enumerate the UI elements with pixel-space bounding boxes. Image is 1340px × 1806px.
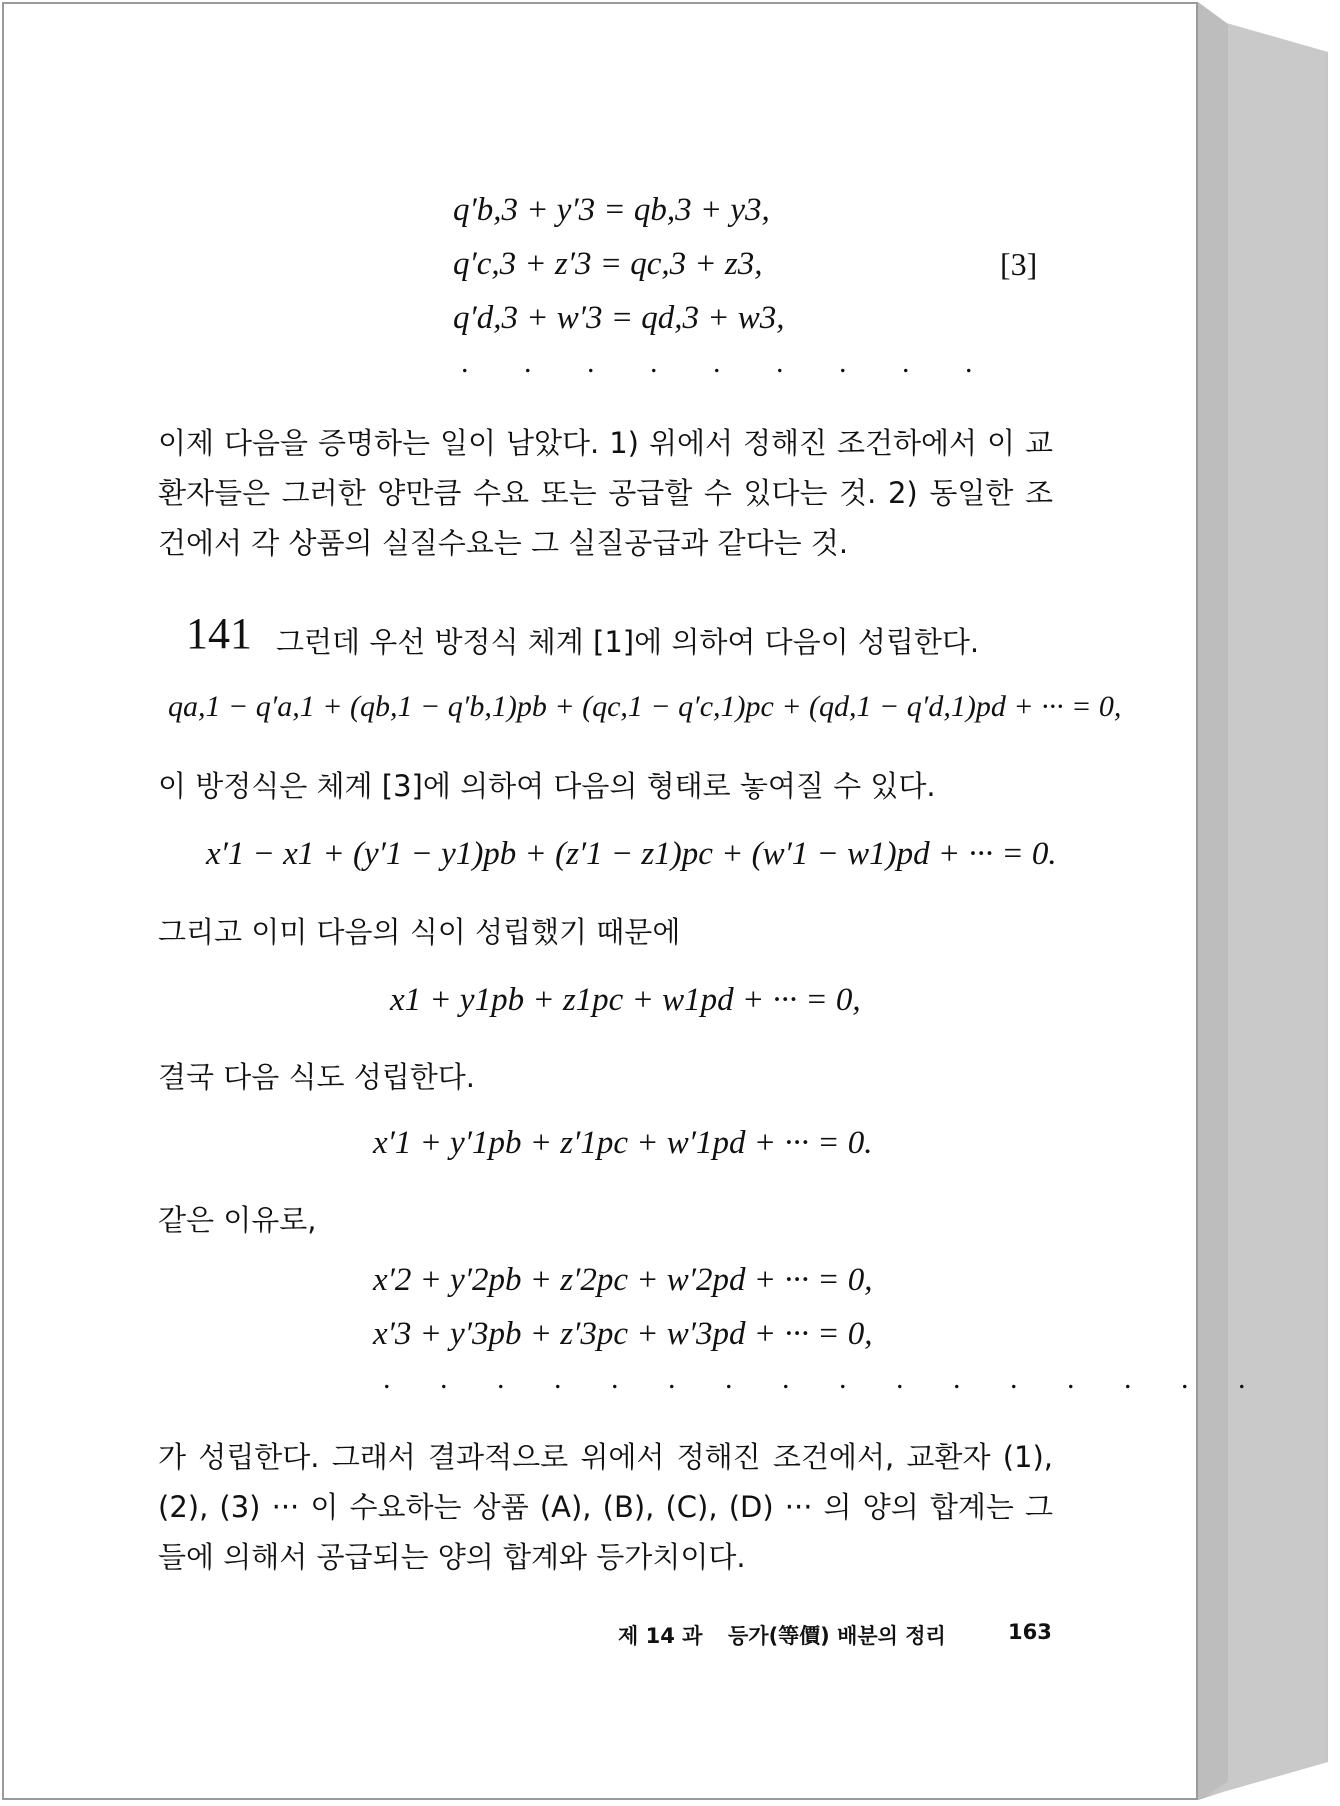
equation-since: x1 + y1pb + z1pc + w1pd + ··· = 0,	[390, 982, 861, 1018]
equation-3-line-2: q′c,3 + z′3 = qc,3 + z3,	[453, 246, 763, 282]
text-since: 그리고 이미 다음의 식이 성립했기 때문에	[158, 915, 681, 949]
equation-number: [3]	[1000, 246, 1038, 282]
equation-system-1: qa,1 − q′a,1 + (qb,1 − q′b,1)pb + (qc,1 − q′c,1)pc + (qd,1 − q′d,1)pd + ··· = 0,	[168, 690, 1122, 723]
equation-same-line-1: x′2 + y′2pb + z′2pc + w′2pd + ··· = 0,	[373, 1262, 873, 1298]
equation-same-line-2: x′3 + y′3pb + z′3pc + w′3pd + ··· = 0,	[373, 1316, 873, 1352]
equation-3-line-1: q′b,3 + y′3 = qb,3 + y3,	[453, 192, 770, 228]
equation-form: x′1 − x1 + (y′1 − y1)pb + (z′1 − z1)pc + (w′1 − w1)pd + ··· = 0.	[206, 836, 1057, 872]
page-number: 163	[1008, 1620, 1052, 1644]
text-form: 이 방정식은 체계 [3]에 의하여 다음의 형태로 놓여질 수 있다.	[158, 769, 936, 803]
equation-same-ellipsis: . . . . . . . . . . . . . . . .	[383, 1362, 1267, 1395]
section-intro: 그런데 우선 방정식 체계 [1]에 의하여 다음이 성립한다.	[276, 625, 980, 659]
equation-result: x′1 + y′1pb + z′1pc + w′1pd + ··· = 0.	[373, 1125, 873, 1161]
equation-3-ellipsis: . . . . . . . . .	[461, 346, 997, 379]
text-result: 결국 다음 식도 성립한다.	[158, 1060, 476, 1094]
text-same: 같은 이유로,	[158, 1203, 317, 1237]
paragraph-prove: 이제 다음을 증명하는 일이 남았다. 1) 위에서 정해진 조건하에서 이 교환자들은 그러한 양만큼 수요 또는 공급할 수 있다는 것. 2) 동일한 조건에서 각 상품의 실질수요는 그 실질공급과 같다는 것.	[158, 426, 1053, 560]
footer-chapter: 제 14 과	[618, 1624, 703, 1648]
equation-3-line-3: q′d,3 + w′3 = qd,3 + w3,	[453, 300, 785, 336]
paragraph-final: 가 성립한다. 그래서 결과적으로 위에서 정해진 조건에서, 교환자 (1), (2), (3) ··· 이 수요하는 상품 (A), (B), (C), (D) ··· 의 양의 합계는 그들에 의해서 공급되는 양의 합계와 등가치이다.	[158, 1440, 1053, 1574]
footer-title: 등가(等價) 배분의 정리	[728, 1624, 946, 1648]
section-number: 141	[186, 609, 252, 658]
